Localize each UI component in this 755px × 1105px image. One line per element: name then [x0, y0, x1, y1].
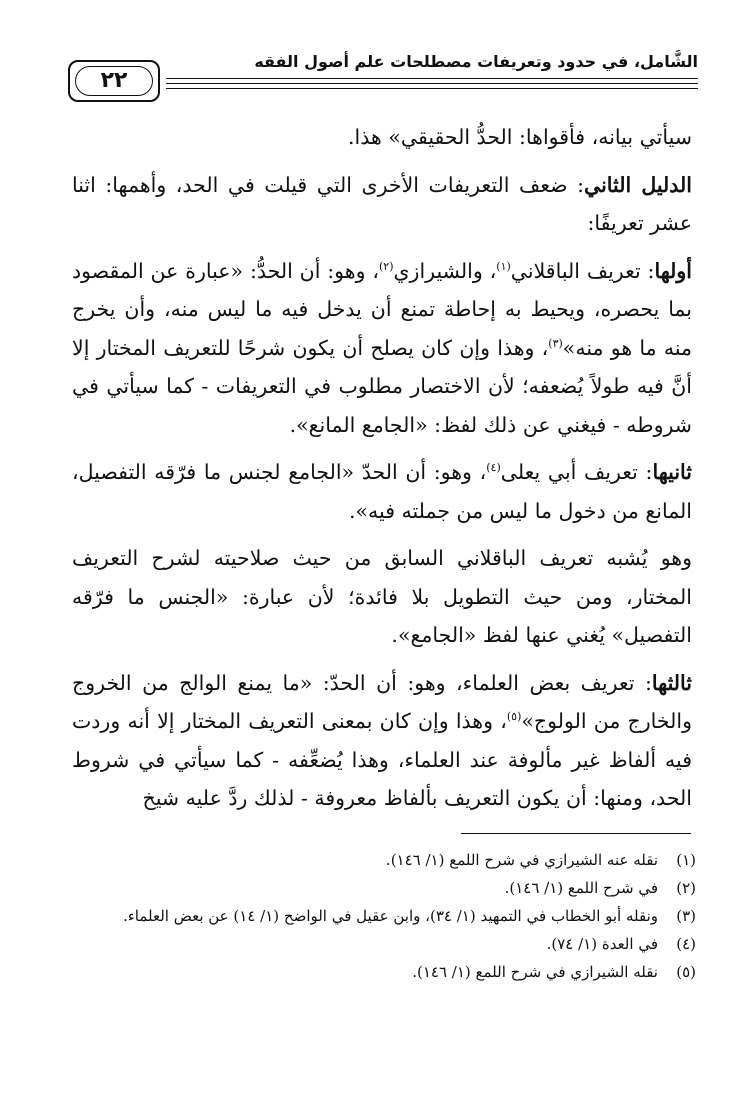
footnote-text: في العدة (١/ ٧٤).: [546, 935, 658, 953]
paragraph-text: : ضعف التعريفات الأخرى التي قيلت في الحد، وأهمها: اثنا عشر تعريفًا:: [72, 172, 692, 235]
paragraph-lead: ثالثها: [651, 670, 692, 695]
paragraph-5: [72, 539, 692, 655]
paragraph-text: ، وهذا وإن كان يصلح أن يكون شرحًا للتعريف المختار إلا أنَّ فيه طولاً يُضعفه؛ لأن الاختصار مطلوب في التعريفات - كما سيأتي في شروطه - فيغني عن ذلك لفظ: «الجامع المانع».: [72, 335, 692, 437]
header-rule: [166, 78, 698, 79]
paragraph-text: : تعريف أبي يعلى: [500, 460, 653, 484]
paragraph-lead: الدليل الثاني: [584, 172, 692, 197]
footnote-item: [66, 848, 696, 872]
page-header: [68, 52, 698, 102]
header-rule: [166, 83, 698, 84]
page-number-badge: [68, 60, 160, 102]
paragraph-6: [72, 664, 692, 818]
paragraph-1: [72, 118, 692, 157]
page-number: ٢٢: [75, 66, 153, 96]
footnote-item: [66, 932, 696, 956]
paragraph-text: وهو يُشبه تعريف الباقلاني السابق من حيث صلاحيته لشرح التعريف المختار، ومن حيث التطويل بلا فائدة؛ لأن عبارة: «الجنس ما فرّقه التفصيل» يُغني عنها لفظ «الجامع».: [72, 546, 692, 647]
footnote-ref[interactable]: (٤): [486, 461, 501, 475]
footnote-separator: [461, 833, 691, 834]
footnote-number: (١): [676, 851, 696, 869]
footnote-text: ونقله أبو الخطاب في التمهيد (١/ ٣٤)، وابن عقيل في الواضح (١/ ١٤) عن بعض العلماء.: [122, 907, 658, 925]
paragraph-lead: أولها: [654, 258, 693, 283]
paragraph-text: ، وهذا وإن كان بمعنى التعريف المختار إلا أنه وردت فيه ألفاظ غير مألوفة عند العلماء، وهذا يُضعِّفه - كما سيأتي في شروط الحد، ومنها: أن يكون التعريف بألفاظ معروفة - لذلك ردَّ عليه شيخ: [72, 709, 692, 810]
footnote-item: [66, 904, 696, 928]
footnote-number: (٢): [676, 879, 696, 897]
footnote-item: [66, 876, 696, 900]
paragraph-text: ، والشيرازي: [393, 258, 497, 283]
paragraph-2: [72, 166, 692, 243]
footnote-ref[interactable]: (١): [496, 259, 511, 273]
footnote-text: نقله عنه الشيرازي في شرح اللمع (١/ ١٤٦).: [385, 851, 658, 869]
footnote-text: نقله الشيرازي في شرح اللمع (١/ ١٤٦).: [412, 963, 658, 981]
paragraph-4: [72, 453, 692, 530]
paragraph-3: [72, 252, 692, 445]
paragraph-lead: ثانيها: [652, 460, 692, 484]
header-rule: [166, 88, 698, 89]
paragraph-text: ، وهو: أن الحدُّ: «عبارة عن المقصود بما يحصره، ويحيط به إحاطة تمنع أن يدخل فيه ما ليس منه، وأن يخرج منه ما هو منه»: [72, 258, 692, 360]
footnote-text: في شرح اللمع (١/ ١٤٦).: [504, 879, 658, 897]
paragraph-text: سيأتي بيانه، فأقواها: الحدُّ الحقيقي» هذا.: [348, 125, 692, 149]
footnote-ref[interactable]: (٥): [506, 710, 522, 724]
footnote-ref[interactable]: (٢): [378, 259, 394, 273]
paragraph-text: : تعريف بعض العلماء، وهو: أن الحدّ: «ما يمنع الوالج من الخروج والخارج من الولوج»: [72, 670, 693, 733]
footnote-number: (٤): [676, 935, 696, 953]
footnote-item: [66, 960, 696, 984]
footnotes: [66, 848, 696, 988]
footnote-number: (٥): [676, 963, 696, 981]
main-text: [72, 118, 692, 827]
footnote-ref[interactable]: (٣): [548, 336, 563, 350]
running-title: الشَّامل، في حدود وتعريفات مصطلحات علم أصول الفقه: [254, 52, 698, 71]
paragraph-text: : تعريف الباقلاني: [510, 258, 655, 283]
paragraph-text: ، وهو: أن الحدّ «الجامع لجنس ما فرّقه التفصيل، المانع من دخول ما ليس من جملته فيه».: [72, 460, 692, 523]
footnote-number: (٣): [676, 907, 696, 925]
